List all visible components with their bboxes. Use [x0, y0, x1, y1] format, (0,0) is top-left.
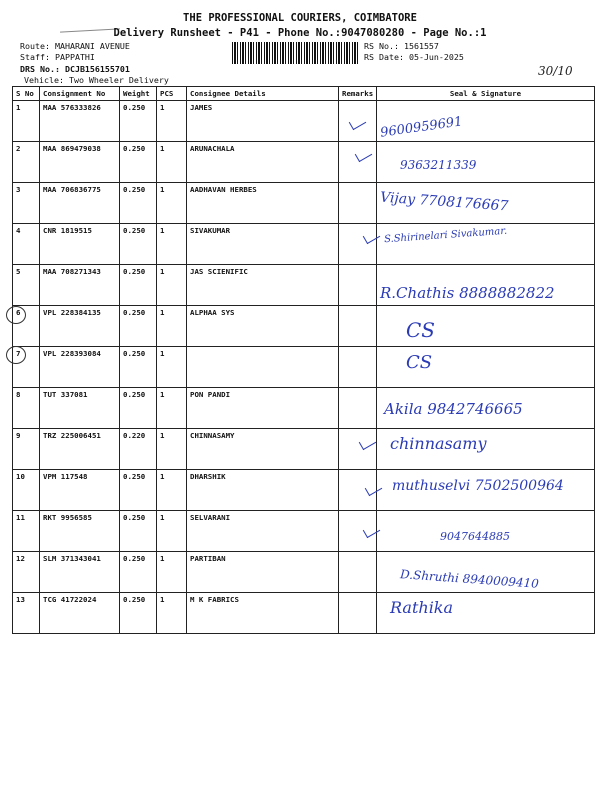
column-header-signature: Seal & Signature [377, 87, 595, 101]
cell-consignment: VPM 117548 [40, 470, 120, 511]
vehicle-label: Vehicle: Two Wheeler Delivery [24, 75, 169, 85]
cell-pcs: 1 [157, 347, 187, 388]
table-row [13, 347, 595, 388]
cell-consignee: AADHAVAN HERBES [187, 183, 339, 224]
rs-number: RS No.: 1561557 [364, 41, 439, 51]
cell-consignment: VPL 228384135 [40, 306, 120, 347]
cell-pcs: 1 [157, 142, 187, 183]
signature-row-4: S.Shirinelari Sivakumar. [383, 225, 508, 246]
signature-row-13: Rathika [390, 598, 454, 617]
cell-sno: 5 [13, 265, 40, 306]
cell-sno: 7 [13, 347, 40, 388]
cell-consignee: ALPHAA SYS [187, 306, 339, 347]
cell-consignment: SLM 371343041 [40, 552, 120, 593]
cell-weight: 0.250 [120, 347, 157, 388]
cell-pcs: 1 [157, 388, 187, 429]
cell-weight: 0.250 [120, 552, 157, 593]
signature-row-3: Vijay 7708176667 [379, 189, 509, 215]
cell-remarks [339, 265, 377, 306]
cell-weight: 0.250 [120, 265, 157, 306]
cell-pcs: 1 [157, 593, 187, 634]
cell-consignment: TRZ 225006451 [40, 429, 120, 470]
cell-remarks [339, 552, 377, 593]
delivery-table [12, 86, 595, 634]
table-header-row [13, 87, 595, 101]
cell-pcs: 1 [157, 470, 187, 511]
cell-sno: 1 [13, 101, 40, 142]
row-7-circle-mark [6, 346, 26, 364]
runsheet-title: Delivery Runsheet - P41 - Phone No.:9047080280 - Page No.:1 [113, 27, 487, 39]
cell-weight: 0.250 [120, 101, 157, 142]
handwritten-count-note: 30/10 [538, 64, 573, 78]
table-row [13, 101, 595, 142]
cell-pcs: 1 [157, 101, 187, 142]
cell-sno: 6 [13, 306, 40, 347]
cell-pcs: 1 [157, 511, 187, 552]
cell-consignee: SIVAKUMAR [187, 224, 339, 265]
cell-consignee: ARUNACHALA [187, 142, 339, 183]
cell-remarks [339, 224, 377, 265]
cell-sno: 4 [13, 224, 40, 265]
cell-sno: 8 [13, 388, 40, 429]
column-header-remarks: Remarks [339, 87, 377, 101]
cell-sno: 11 [13, 511, 40, 552]
cell-consignee: CHINNASAMY [187, 429, 339, 470]
table-row [13, 224, 595, 265]
table-row [13, 306, 595, 347]
cell-consignment: CNR 1819515 [40, 224, 120, 265]
signature-row-11: 9047644885 [440, 530, 510, 543]
cell-sno: 13 [13, 593, 40, 634]
cell-consignment: MAA 706836775 [40, 183, 120, 224]
signature-row-7: CS [406, 352, 433, 373]
company-title: THE PROFESSIONAL COURIERS, COIMBATORE [183, 12, 417, 24]
cell-remarks [339, 347, 377, 388]
cell-remarks [339, 183, 377, 224]
cell-consignee [187, 347, 339, 388]
column-header-weight: Weight [120, 87, 157, 101]
column-header-sno: S No [13, 87, 40, 101]
cell-consignee: PARTIBAN [187, 552, 339, 593]
cell-weight: 0.250 [120, 224, 157, 265]
table-row [13, 593, 595, 634]
staff-label: Staff: PAPPATHI [20, 52, 95, 62]
cell-weight: 0.250 [120, 388, 157, 429]
cell-weight: 0.250 [120, 593, 157, 634]
barcode [232, 42, 358, 64]
row-6-circle-mark [6, 306, 26, 324]
cell-consignment: TCG 41722024 [40, 593, 120, 634]
cell-consignee: JAMES [187, 101, 339, 142]
cell-consignee: M K FABRICS [187, 593, 339, 634]
signature-row-10: muthuselvi 7502500964 [392, 478, 564, 494]
cell-weight: 0.250 [120, 470, 157, 511]
cell-consignment: MAA 708271343 [40, 265, 120, 306]
cell-pcs: 1 [157, 429, 187, 470]
cell-consignment: MAA 869479038 [40, 142, 120, 183]
signature-row-9: chinnasamy [390, 434, 487, 453]
cell-pcs: 1 [157, 265, 187, 306]
route-label: Route: MAHARANI AVENUE [20, 41, 130, 51]
cell-consignee: DHARSHIK [187, 470, 339, 511]
signature-row-12: D.Shruthi 8940009410 [399, 567, 540, 591]
signature-row-2: 9363211339 [400, 158, 477, 172]
cell-weight: 0.220 [120, 429, 157, 470]
cell-pcs: 1 [157, 183, 187, 224]
cell-remarks [339, 593, 377, 634]
cell-consignment: MAA 576333826 [40, 101, 120, 142]
signature-row-1: 9600959691 [379, 114, 464, 141]
cell-consignment: TUT 337081 [40, 388, 120, 429]
cell-consignee: JAS SCIENIFIC [187, 265, 339, 306]
signature-row-5: R.Chathis 8888882822 [380, 284, 555, 302]
cell-remarks [339, 388, 377, 429]
cell-consignee: SELVARANI [187, 511, 339, 552]
cell-sno: 12 [13, 552, 40, 593]
cell-consignee: PON PANDI [187, 388, 339, 429]
drs-number: DRS No.: DCJB156155701 [20, 64, 130, 74]
column-header-consignment: Consignment No [40, 87, 120, 101]
signature-row-8: Akila 9842746665 [384, 400, 523, 418]
table-row [13, 142, 595, 183]
cell-weight: 0.250 [120, 306, 157, 347]
cell-remarks [339, 306, 377, 347]
cell-consignment: VPL 228393084 [40, 347, 120, 388]
cell-weight: 0.250 [120, 183, 157, 224]
column-header-consignee: Consignee Details [187, 87, 339, 101]
table-row [13, 429, 595, 470]
cell-pcs: 1 [157, 552, 187, 593]
cell-weight: 0.250 [120, 511, 157, 552]
signature-row-6: CS [406, 318, 436, 342]
cell-weight: 0.250 [120, 142, 157, 183]
cell-pcs: 1 [157, 224, 187, 265]
rs-date: RS Date: 05-Jun-2025 [364, 52, 464, 62]
cell-sno: 10 [13, 470, 40, 511]
cell-sno: 2 [13, 142, 40, 183]
cell-sno: 3 [13, 183, 40, 224]
cell-pcs: 1 [157, 306, 187, 347]
cell-sno: 9 [13, 429, 40, 470]
cell-remarks [339, 142, 377, 183]
cell-consignment: RKT 9956585 [40, 511, 120, 552]
column-header-pcs: PCS [157, 87, 187, 101]
